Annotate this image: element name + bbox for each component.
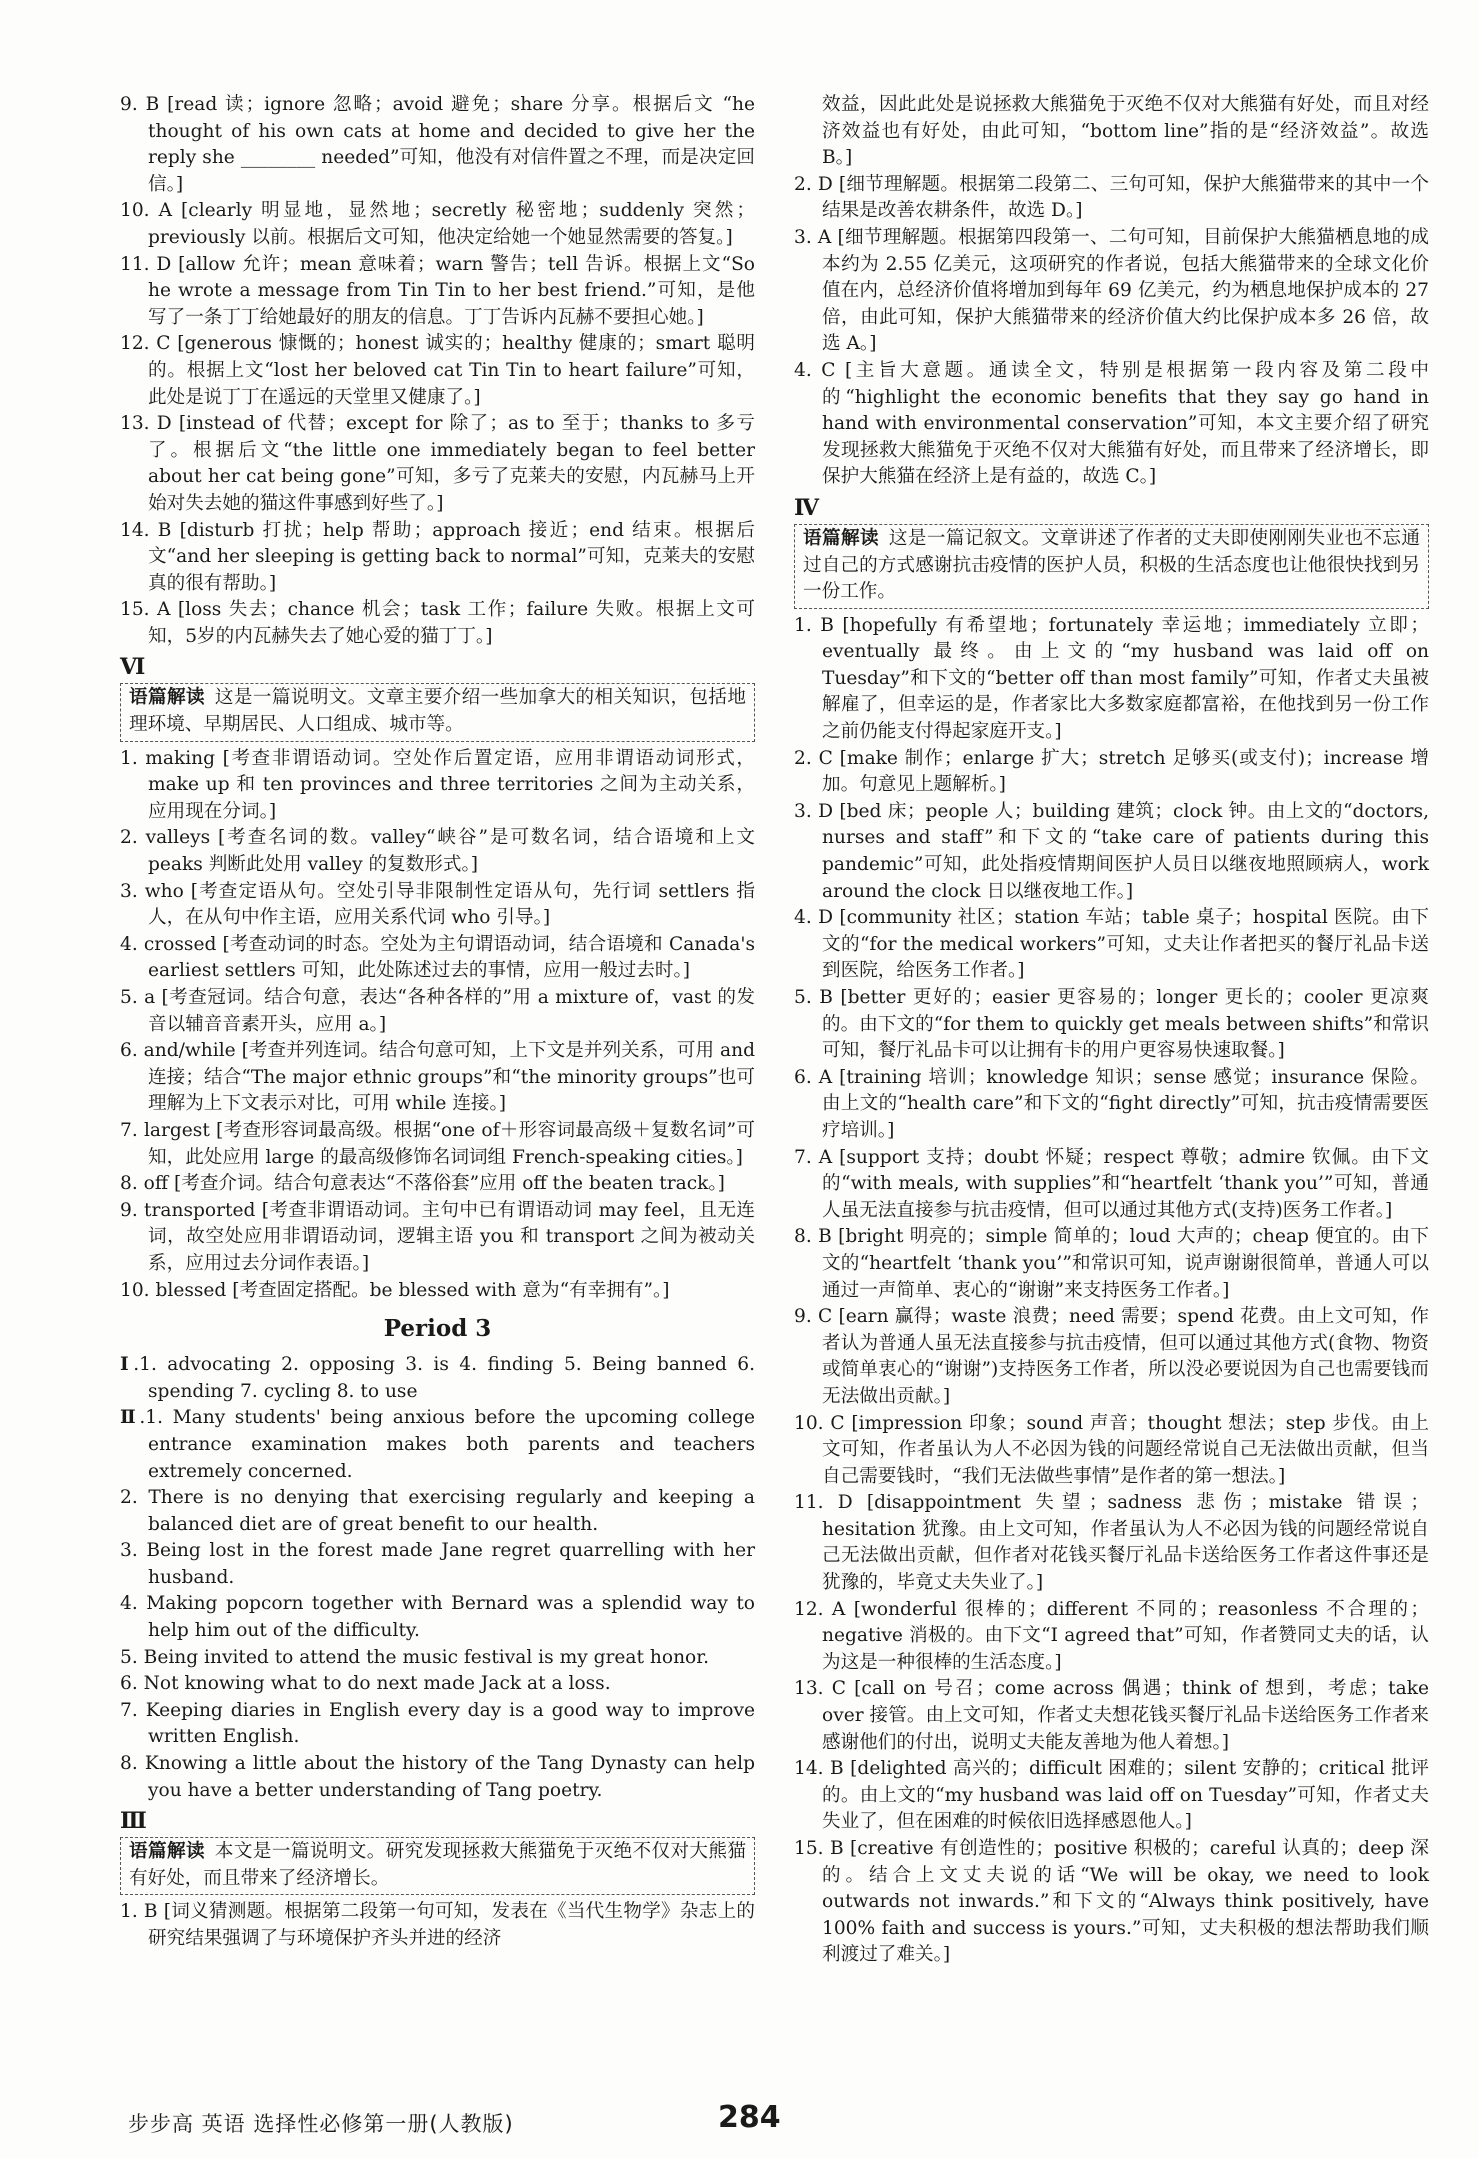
answer-item: 10. A [clearly 明显地，显然地；secretly 秘密地；suddenly 突然；previously 以前。根据后文可知，他决定给她一个她显然需要的答复。] <box>120 200 755 248</box>
answer-item: 4. Making popcorn together with Bernard was a splendid way to help him out of the difficulty. <box>120 1593 755 1642</box>
section-i-answers <box>120 1352 755 1405</box>
passage-analysis-box <box>794 524 1429 609</box>
answer-item <box>120 1405 755 1485</box>
answer-item-continued: 效益，因此此处是说拯救大熊猫免于灭绝不仅对大熊猫有好处，而且对经济效益也有好处，由此可知，“bottom line”指的是“经济效益”。故选 B。] <box>822 94 1429 169</box>
answer-item: 7. Keeping diaries in English every day is a good way to improve written English. <box>120 1699 755 1748</box>
section-heading-vi: Ⅵ <box>120 654 146 681</box>
passage-analysis-box <box>120 1837 755 1895</box>
answer-item: 3. D [bed 床；people 人；building 建筑；clock 钟。由上文的“doctors, nurses and staff”和下文的“take care of patients during this pandemic”可知，此处指疫情期间医护人员日以继夜地照顾病人，work around the clock 日以继夜地工作。] <box>794 800 1429 902</box>
left-column <box>120 92 755 1953</box>
left-items-b <box>120 746 755 1304</box>
footer-book-title: 步步高 英语 选择性必修第一册(人教版) <box>128 2112 514 2136</box>
answer-item: 9. C [earn 赢得；waste 浪费；need 需要；spend 花费。由上文可知，作者认为普通人虽无法直接参与抗击疫情，但可以通过其他方式(食物、物资或简单衷心的“谢谢”)支持医务工作者，所以没必要说因为自己也需要钱而无法做出贡献。] <box>794 1306 1429 1407</box>
section-heading-iv: Ⅳ <box>794 494 819 521</box>
left-items-c <box>120 1405 755 1804</box>
answer-item: 9. B [read 读；ignore 忽略；avoid 避免；share 分享。根据后文 “he thought of his own cats at home and decided to give her the reply she ________ needed”可知，他没有对信件置之不理，而是决定回信。] <box>120 94 755 195</box>
page-number: 284 <box>718 2100 781 2135</box>
answer-item: 4. crossed [考查动词的时态。空处为主句谓语动词，结合语境和 Canada's earliest settlers 可知，此处陈述过去的事情，应用一般过去时。] <box>120 933 755 982</box>
section-ii-numeral: Ⅱ <box>120 1407 140 1429</box>
answer-item: 1. making [考查非谓语动词。空处作后置定语，应用非谓语动词形式，make up 和 ten provinces and three territories 之间为主动关系，应用现在分词。] <box>120 747 755 822</box>
right-column <box>794 92 1429 1969</box>
answer-item: 8. off [考查介词。结合句意表达“不落俗套”应用 off the beaten track。] <box>120 1173 725 1195</box>
passage-analysis-text: 这是一篇记叙文。文章讲述了作者的丈夫即使刚刚失业也不忘通过自己的方式感谢抗击疫情的医护人员，积极的生活态度也让他很快找到另一份工作。 <box>803 527 1420 603</box>
period-heading: Period 3 <box>383 1315 492 1343</box>
answer-item: 6. Not knowing what to do next made Jack at a loss. <box>120 1673 611 1695</box>
left-items-d <box>120 1899 755 1952</box>
answer-item: 2. C [make 制作；enlarge 扩大；stretch 足够买(或支付)；increase 增加。句意见上题解析。] <box>794 747 1429 796</box>
passage-analysis-label: 语篇解读 <box>803 527 879 549</box>
answer-item: 5. B [better 更好的；easier 更容易的；longer 更长的；cooler 更凉爽的。由下文的“for them to quickly get meals between shifts”和常识可知，餐厅礼品卡可以让拥有卡的用户更容易快速取餐。] <box>794 987 1429 1062</box>
section-i-text: .1. advocating 2. opposing 3. is 4. finding 5. Being banned 6. spending 7. cycling 8. to use <box>133 1354 755 1402</box>
answer-item: 14. B [disturb 打扰；help 帮助；approach 接近；end 结束。根据后文“and her sleeping is getting back to normal”可知，克莱夫的安慰真的很有帮助。] <box>120 519 755 594</box>
answer-item: 12. C [generous 慷慨的；honest 诚实的；healthy 健康的；smart 聪明的。根据上文“lost her beloved cat Tin Tin to heart failure”可知，此处是说丁丁在遥远的天堂里又健康了。] <box>120 333 755 408</box>
answer-item: 4. D [community 社区；station 车站；table 桌子；hospital 医院。由下文的“for the medical workers”可知，丈夫让作者把买的餐厅礼品卡送到医院，给医务工作者。] <box>794 907 1429 982</box>
answer-item: 2. There is no denying that exercising regularly and keeping a balanced diet are of great benefit to our health. <box>120 1487 755 1535</box>
answer-item: 15. A [loss 失去；chance 机会；task 工作；failure 失败。根据上文可知，5岁的内瓦赫失去了她心爱的猫丁丁。] <box>120 599 755 647</box>
answer-item: 7. largest [考查形容词最高级。根据“one of＋形容词最高级＋复数名词”可知，此处应用 large 的最高级修饰名词词组 French-speaking cities。] <box>120 1119 755 1168</box>
answer-item: 10. blessed [考查固定搭配。be blessed with 意为“有幸拥有”。] <box>120 1279 670 1301</box>
answer-item: 11. D [allow 允许；mean 意味着；warn 警告；tell 告诉。根据上文“So he wrote a message from Tin Tin to her best friend.”可知，是他写了一条丁丁给她最好的朋友的信息。丁丁告诉内瓦赫不要担心她。] <box>120 253 755 328</box>
answer-item: 6. A [training 培训；knowledge 知识；sense 感觉；insurance 保险。由上文的“health care”和下文的“fight directly”可知，抗击疫情需要医疗培训。] <box>794 1066 1429 1141</box>
answer-item: 14. B [delighted 高兴的；difficult 困难的；silent 安静的；critical 批评的。由上文的“my husband was laid off on Tuesday”可知，作者丈夫失业了，但在困难的时候依旧选择感恩他人。] <box>794 1758 1429 1833</box>
passage-analysis-label: 语篇解读 <box>129 687 205 709</box>
answer-item: 8. B [bright 明亮的；simple 简单的；loud 大声的；cheap 便宜的。由下文的“heartfelt ‘thank you’”和常识可知，说声谢谢很简单，普通人可以通过一声简单、衷心的“谢谢”来支持医务工作者。] <box>794 1226 1429 1301</box>
answer-item: 15. B [creative 有创造性的；positive 积极的；careful 认真的；deep 深的。结合上文丈夫说的话“We will be okay, we need to look outwards not inwards.”和下文的“Always think positively, have 100% faith and success is yours.”可知，丈夫积极的想法帮助我们顺利渡过了难关。] <box>794 1838 1429 1966</box>
answer-item: 2. D [细节理解题。根据第二段第二、三句可知，保护大熊猫带来的其中一个结果是改善农耕条件，故选 D。] <box>794 173 1429 222</box>
passage-analysis-text: 本文是一篇说明文。研究发现拯救大熊猫免于灭绝不仅对大熊猫有好处，而且带来了经济增长。 <box>129 1841 746 1889</box>
right-items-b <box>794 613 1429 1969</box>
answer-text: .1. Many students' being anxious before the upcoming college entrance examination makes both parents and teachers extremely concerned. <box>139 1407 755 1482</box>
answer-item: 3. Being lost in the forest made Jane regret quarrelling with her husband. <box>120 1540 755 1588</box>
answer-item: 5. Being invited to attend the music festival is my great honor. <box>120 1646 709 1668</box>
passage-analysis-text: 这是一篇说明文。文章主要介绍一些加拿大的相关知识，包括地理环境、早期居民、人口组成、城市等。 <box>129 687 746 736</box>
answer-item: 11. D [disappointment 失望；sadness 悲伤；mistake 错误；hesitation 犹豫。由上文可知，作者虽认为人不必因为钱的问题经常说自己无法做出贡献，但作者对花钱买餐厅礼品卡送给医务工作者这件事还是犹豫的，毕竟丈夫失业了。] <box>794 1492 1429 1594</box>
answer-item: 9. transported [考查非谓语动词。主句中已有谓语动词 may feel，且无连词，故空处应用非谓语动词，逻辑主语 you 和 transport 之间为被动关系，应用过去分词作表语。] <box>120 1199 755 1274</box>
passage-analysis-label: 语篇解读 <box>129 1841 205 1863</box>
section-heading-iii: Ⅲ <box>120 1808 147 1835</box>
left-items-a <box>120 92 755 650</box>
answer-item: 10. C [impression 印象；sound 声音；thought 想法；step 步伐。由上文可知，作者虽认为人不必因为钱的问题经常说自己无法做出贡献，但当自己需要钱时，“我们无法做些事情”是作者的第一想法。] <box>794 1412 1429 1487</box>
answer-item: 5. a [考查冠词。结合句意，表达“各种各样的”用 a mixture of，vast 的发音以辅音音素开头，应用 a。] <box>120 987 755 1035</box>
passage-analysis-box <box>120 683 755 741</box>
answer-item: 1. B [词义猜测题。根据第二段第一句可知，发表在《当代生物学》杂志上的研究结果强调了与环境保护齐头并进的经济 <box>120 1901 755 1949</box>
answer-item: 7. A [support 支持；doubt 怀疑；respect 尊敬；admire 钦佩。由下文的“with meals, with supplies”和“heartfelt ‘thank you’”可知，普通人虽无法直接参与抗击疫情，但可以通过其他方式(支持)医务工作者。] <box>794 1146 1429 1221</box>
section-i-numeral: Ⅰ <box>120 1354 134 1376</box>
right-items-a <box>794 92 1429 491</box>
answer-item: 4. C [主旨大意题。通读全文，特别是根据第一段内容及第二段中的“highlight the economic benefits that they say go hand in hand with environmental conservation”可知，本文主要介绍了研究发现拯救大熊猫免于灭绝不仅对大熊猫有好处，而且带来了经济增长，即保护大熊猫在经济上是有益的，故选 C。] <box>794 359 1429 488</box>
answer-item: 2. valleys [考查名词的数。valley“峡谷”是可数名词，结合语境和上文 peaks 判断此处用 valley 的复数形式。] <box>120 827 755 876</box>
answer-item: 3. who [考查定语从句。空处引导非限制性定语从句，先行词 settlers 指人，在从句中作主语，应用关系代词 who 引导。] <box>120 880 755 929</box>
answer-item: 6. and/while [考查并列连词。结合句意可知，上下文是并列关系，可用 and 连接；结合“The major ethnic groups”和“the minority groups”也可理解为上下文表示对比，可用 while 连接。] <box>120 1040 755 1115</box>
answer-item: 12. A [wonderful 很棒的；different 不同的；reasonless 不合理的；negative 消极的。由下文“I agreed that”可知，作者赞同丈夫的话，认为这是一种很棒的生活态度。] <box>794 1598 1429 1673</box>
answer-item: 3. A [细节理解题。根据第四段第一、二句可知，目前保护大熊猫栖息地的成本约为 2.55 亿美元，这项研究的作者说，包括大熊猫带来的全球文化价值在内，总经济价值将增加到每年 69 亿美元，约为栖息地保护成本的 27 倍，由此可知，保护大熊猫带来的经济价值大约比保护成本多 26 倍，故选 A。] <box>794 226 1429 355</box>
answer-item: 13. D [instead of 代替；except for 除了；as to 至于；thanks to 多亏了。根据后文“the little one immediately began to feel better about her cat being gone”可知，多亏了克莱夫的安慰，内瓦赫马上开始对失去她的猫这件事感到好些了。] <box>120 413 755 514</box>
answer-item: 8. Knowing a little about the history of the Tang Dynasty can help you have a better understanding of Tang poetry. <box>120 1753 755 1801</box>
answer-item: 1. B [hopefully 有希望地；fortunately 幸运地；immediately 立即；eventually 最终。由上文的“my husband was laid off on Tuesday”和下文的“better off than most family”可知，作者丈夫虽被解雇了，但幸运的是，作者家比大多数家庭都富裕，在他找到另一份工作之前仍能支付得起家庭开支。] <box>794 614 1429 743</box>
answer-item: 13. C [call on 号召；come across 偶遇；think of 想到，考虑；take over 接管。由上文可知，作者丈夫想花钱买餐厅礼品卡送给医务工作者来感谢他们的付出，说明丈夫能友善地为他人着想。] <box>794 1678 1429 1753</box>
